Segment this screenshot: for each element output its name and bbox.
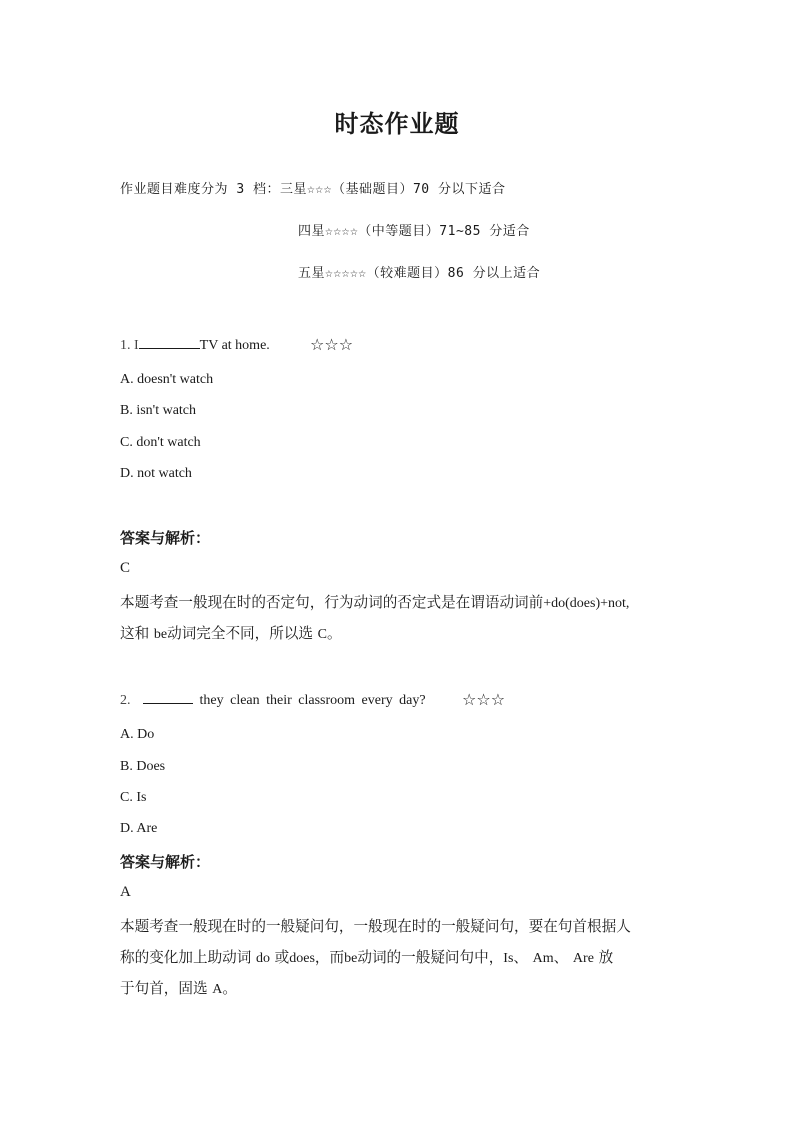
explanation-text: Are xyxy=(572,951,594,966)
question-text: TV at home. xyxy=(199,338,270,353)
explanation-text: 、 xyxy=(553,949,569,966)
question-2-option-d: D. Are xyxy=(120,821,158,836)
explanation-text: does xyxy=(289,951,315,966)
question-1-explanation-line-2 xyxy=(120,622,342,643)
question-1-stars: ☆☆☆ xyxy=(310,335,354,354)
question-2-answer: A xyxy=(120,884,131,900)
question-2-stem xyxy=(120,691,426,709)
page-title: 时态作业题 xyxy=(334,110,460,138)
explanation-text: 。 xyxy=(222,980,237,997)
explanation-text: 动词完全不同，所以选 xyxy=(167,625,314,642)
question-2-explanation-line-3 xyxy=(120,977,237,998)
explanation-text: 本题考查一般现在时的否定句，行为动词的否定式是在谓语动词前 xyxy=(120,594,544,611)
explanation-text: 于句首，固选 xyxy=(120,980,208,997)
explanation-text: be xyxy=(153,627,168,642)
question-1-answer: C xyxy=(120,560,131,576)
explanation-text: C xyxy=(317,627,327,642)
answer-blank xyxy=(139,336,200,349)
answer-blank xyxy=(143,691,193,704)
question-2-option-b: B. Does xyxy=(120,759,166,774)
question-2-explanation-line-2 xyxy=(120,946,613,967)
explanation-text: A xyxy=(212,982,223,997)
question-2-stars: ☆☆☆ xyxy=(462,690,506,709)
explanation-text: 、 xyxy=(513,949,529,966)
question-2-option-a: A. Do xyxy=(120,727,155,742)
difficulty-line-1: 作业题目难度分为 3 档：三星☆☆☆（基础题目）70 分以下适合 xyxy=(120,182,506,197)
explanation-text: be xyxy=(344,951,358,966)
question-1-answer-heading: 答案与解析： xyxy=(120,529,211,547)
question-1-option-c: C. don't watch xyxy=(120,435,201,450)
explanation-text: 动词的一般疑问句中， xyxy=(357,949,504,966)
question-1-option-a: A. doesn't watch xyxy=(120,372,214,387)
explanation-text: 这和 xyxy=(120,625,150,642)
explanation-text: 或 xyxy=(274,949,290,966)
explanation-text: 。 xyxy=(327,625,342,642)
question-2-explanation-line-1: 本题考查一般现在时的一般疑问句，一般现在时的一般疑问句，要在句首根据人 xyxy=(120,918,631,935)
difficulty-line-2: 四星☆☆☆☆（中等题目）71~85 分适合 xyxy=(298,224,530,239)
question-number: 2. xyxy=(120,693,131,708)
explanation-text: Is xyxy=(503,951,514,966)
explanation-text: Am xyxy=(532,951,554,966)
question-1-option-b: B. isn't watch xyxy=(120,403,197,418)
explanation-text: 放 xyxy=(598,949,614,966)
difficulty-line-3: 五星☆☆☆☆☆（较难题目）86 分以上适合 xyxy=(298,266,541,281)
explanation-text: 称的变化加上助动词 xyxy=(120,949,252,966)
question-text: they clean their classroom every day? xyxy=(199,693,426,708)
question-2-answer-heading: 答案与解析： xyxy=(120,853,211,871)
explanation-text: +do(does)+not, xyxy=(543,596,630,611)
question-1-explanation-line-1 xyxy=(120,591,629,612)
explanation-text: do xyxy=(256,951,270,966)
question-2-option-c: C. Is xyxy=(120,790,147,805)
question-1-option-d: D. not watch xyxy=(120,466,192,481)
question-1-stem xyxy=(120,336,270,354)
explanation-text: ，而 xyxy=(314,949,345,966)
question-number: 1. I xyxy=(120,338,139,353)
